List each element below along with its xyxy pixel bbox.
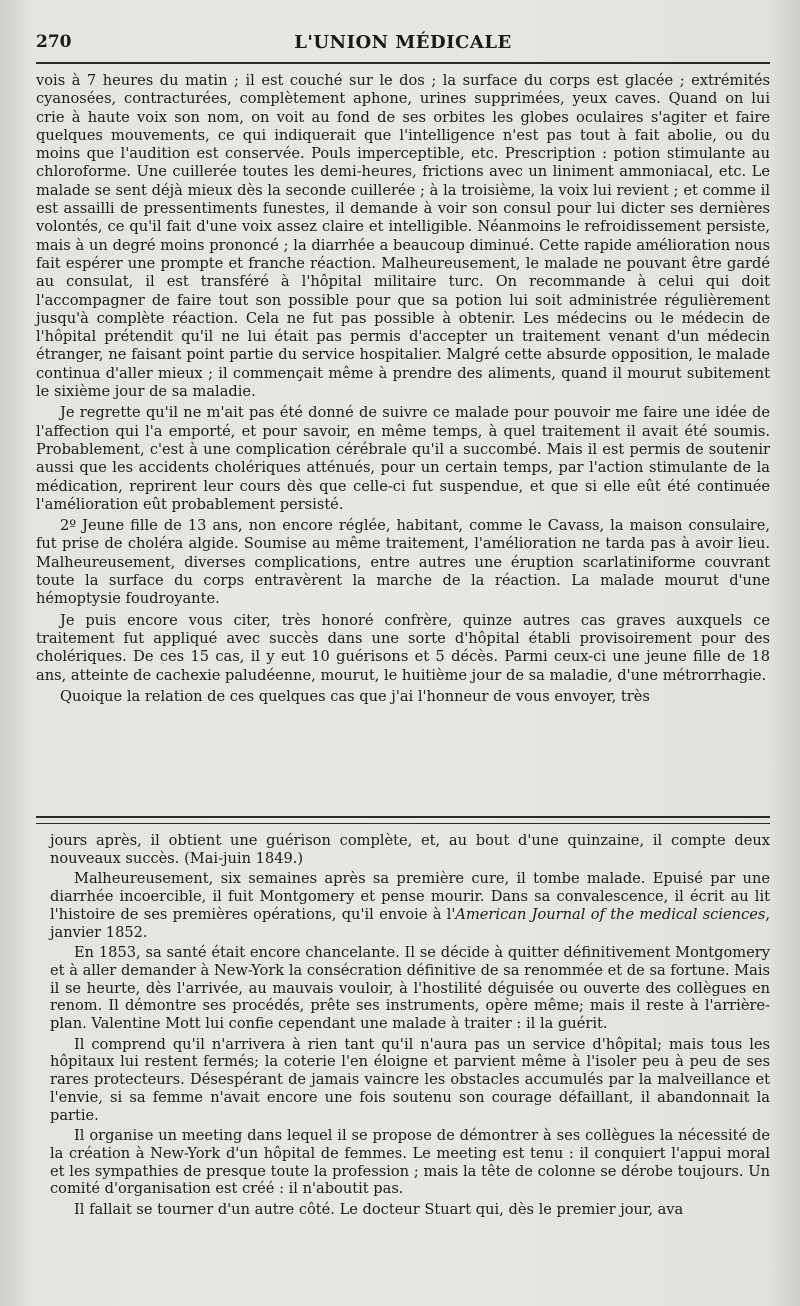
paragraph: Il fallait se tourner d'un autre côté. Le docteur Stuart qui, dès le premier jour, ava bbox=[74, 1201, 684, 1219]
paragraph: 2º Jeune fille de 13 ans, non encore réglée, habitant, comme le Cavass, la maison consulaire, fut prise de choléra algide. Soumise au même traitement, l'amélioration ne tarda pas à avoir lieu. Malheureusement, diverses complications, entre autres une éruption scarlatiniforme couvrant toute la surface du corps entravèrent la marche de la réaction. La malade mourut d'une hémoptysie foudroyante. bbox=[36, 517, 770, 608]
section-divider bbox=[36, 816, 770, 824]
paragraph: Quoique la relation de ces quelques cas que j'ai l'honneur de vous envoyer, très bbox=[60, 687, 650, 705]
paragraph-text: Malheureusement, six semaines après sa première cure, il tombe malade. Epuisé par une diarrhée incoercible, il fuit Montgomery et pense mourir. Dans sa convalescence, il écrit au lit l'histoire de ses premières opérations, qu'il envoie à l' bbox=[50, 870, 770, 923]
upper-article bbox=[36, 72, 770, 706]
paragraph: Il organise un meeting dans lequel il se propose de démontrer à ses collègues la nécessité de la création à New-York d'un hôpital de femmes. Le meeting est tenu : il conquiert l'appui moral et les sympathies de presque toute la profession ; mais la tête de colonne se dérobe toujours. Un comité d'organisation est créé : il n'aboutit pas. bbox=[50, 1127, 770, 1198]
paragraph: vois à 7 heures du matin ; il est couché sur le dos ; la surface du corps est glacée ; extrémités cyanosées, contracturées, complètement aphone, urines supprimées, yeux caves. Quand on lui crie à haute voix son nom, on voit au fond de ses orbites les globes oculaires s'agiter et faire quelques mouvements, ce qui indiquerait que l'intelligence n'est pas tout à fait abolie, ou du moins que l'audition est conservée. Pouls imperceptible, etc. Prescription : potion stimulante au chloroforme. Une cuillerée toutes les demi-heures, frictions avec un liniment ammoniacal, etc. Le malade se sent déjà mieux dès la seconde cuillerée ; à la troisième, la voix lui revient ; et comme il est assailli de pressentiments funestes, il demande à voir son consul pour lui dicter ses dernières volontés, ce qu'il fait d'une voix assez claire et intelligible. Néanmoins le refroidissement persiste, mais à un degré moins prononcé ; la diarrhée a beaucoup diminué. Cette rapide amélioration nous fait espérer une prompte et franche réaction. Malheureusement, le malade ne pouvant être gardé au consulat, il est transféré à l'hôpital militaire turc. On recommande à celui qui doit l'accompagner de faire tout son possible pour que sa potion lui soit administrée régulièrement jusqu'à complète réaction. Cela ne fut pas possible à obtenir. Les médecins ou le médecin de l'hôpital prétendit qu'il ne lui était pas permis d'accepter un traitement venant d'un médecin étranger, ne faisant point partie du service hospitalier. Malgré cette absurde opposition, le malade continua d'aller mieux ; il commençait même à prendre des aliments, quand il mourut subitement le sixième jour de sa maladie. bbox=[36, 72, 770, 401]
journal-reference: American Journal of the medical sciences bbox=[455, 905, 766, 923]
header-rule bbox=[36, 62, 770, 64]
paragraph bbox=[50, 870, 770, 941]
lower-article bbox=[50, 832, 770, 1219]
paragraph: Il comprend qu'il n'arrivera à rien tant qu'il n'aura pas un service d'hôpital; mais tous les hôpitaux lui restent fermés; la coterie l'en éloigne et parvient même à l'isoler peu à peu de ses rares protecteurs. Désespérant de jamais vaincre les obstacles accumulés par la malveillance et l'envie, si sa femme n'avait encore une fois soutenu son courage défaillant, il abandonnait la partie. bbox=[50, 1035, 770, 1124]
paragraph: En 1853, sa santé était encore chancelante. Il se décide à quitter définitivement Montgomery et à aller demander à New-York la consécration définitive de sa renommée et de sa fortune. Mais il se heurte, dès l'arrivée, au mauvais vouloir, à l'hostilité déguisée ou ouverte des collègues en renom. Il démontre ses procédés, prête ses instruments, opère même; mais il reste à l'arrière-plan. Valentine Mott lui confie cependant une malade à traiter : il la guérit. bbox=[50, 944, 770, 1033]
page-header bbox=[36, 28, 770, 60]
paragraph-text: , janvier 1852. bbox=[50, 905, 771, 941]
page-number: 270 bbox=[36, 32, 72, 52]
paragraph: Je regrette qu'il ne m'ait pas été donné de suivre ce malade pour pouvoir me faire une idée de l'affection qui l'a emporté, et pour savoir, en même temps, à quel traitement il avait été soumis. Probablement, c'est à une complication cérébrale qu'il a succombé. Mais il est permis de soutenir aussi que les accidents cholériques atténués, pour un certain temps, par l'action stimulante de la médication, reprirent leur cours dès que celle-ci fut suspendue, et que si elle eût été continuée l'amélioration eût probablement persisté. bbox=[36, 404, 770, 513]
paragraph: Je puis encore vous citer, très honoré confrère, quinze autres cas graves auxquels ce traitement fut appliqué avec succès dans une sorte d'hôpital établi provisoirement pour des cholériques. De ces 15 cas, il y eut 10 guérisons et 5 décès. Parmi ceux-ci une jeune fille de 18 ans, atteinte de cachexie paludéenne, mourut, le huitième jour de sa maladie, d'une métrorrhagie. bbox=[36, 611, 770, 684]
paragraph: jours après, il obtient une guérison complète, et, au bout d'une quinzaine, il compte deux nouveaux succès. (Mai-juin 1849.) bbox=[50, 832, 770, 867]
journal-title: L'UNION MÉDICALE bbox=[294, 32, 512, 53]
